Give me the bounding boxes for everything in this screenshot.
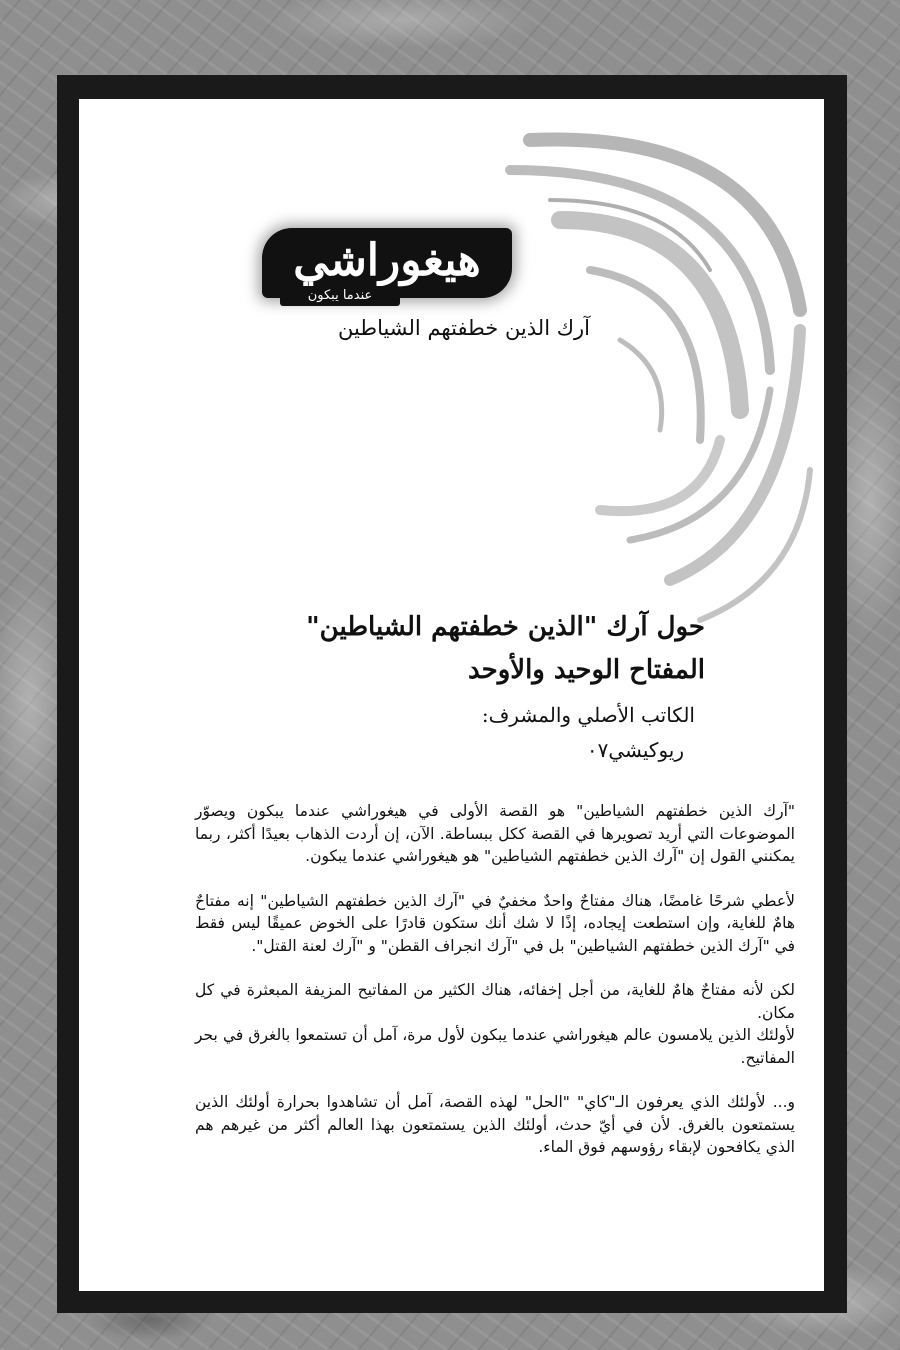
heading-author-name: ريوكيشي٠٧ <box>586 738 684 762</box>
logo-caption: آرك الذين خطفتهم الشياطين <box>338 316 590 340</box>
heading-author-label: الكاتب الأصلي والمشرف: <box>481 703 695 727</box>
heading-about-arc: حول آرك "الذين خطفتهم الشياطين" <box>306 612 705 642</box>
heading-key: المفتاح الوحيد والأوحد <box>467 655 705 685</box>
paragraph: لأعطي شرحًا غامضًا، هناك مفتاحٌ واحدٌ مخفيٌ في "آرك الذين خطفتهم الشياطين" إنه مفتاحٌ هامٌ للغاية، وإن استطعت إيجاده، إذًا لا شك أنك ستكون قادرًا على الخوض عميقًا ليس فقط في "آرك الذين خطفتهم الشياطين" بل في "آرك انجراف القطن" و "آرك لعنة القتل". <box>195 891 795 955</box>
paragraph: "آرك الذين خطفتهم الشياطين" هو القصة الأولى في هيغوراشي عندما يبكون ويصوّر الموضوعات التي أريد تصويرها في القصة ككل ببساطة. الآن، إن أردت الذهاب بعيدًا أكثر، ربما يمكنني القول إن "آرك الذين خطفتهم الشياطين" هو هيغوراشي عندما يبكون. <box>195 802 795 865</box>
paragraph: و... لأولئك الذي يعرفون الـ"كاي" "الحل" لهذه القصة، آمل أن تشاهدوا بحرارة أولئك الذين يستمتعون بالغرق. لأن في أيّ حدث، أولئك الذين يستمتعون بهذا العالم أكثر من غيرهم هم الذي يكافحون لإبقاء رؤوسهم فوق الماء. <box>195 1093 795 1156</box>
title-logo <box>262 228 592 378</box>
logo-title: هيغوراشي <box>262 228 512 298</box>
logo-subtitle: عندما يبكون <box>280 286 400 306</box>
body-text <box>195 800 795 1181</box>
paragraph: لكن لأنه مفتاحٌ هامٌ للغاية، من أجل إخفائه، هناك الكثير من المفاتيح المزيفة المبعثرة في كل مكان. لأولئك الذين يلامسون عالم هيغوراشي عندما يبكون لأول مرة، آمل أن تستمعوا بالغرق في بحر المفاتيح. <box>195 981 795 1067</box>
